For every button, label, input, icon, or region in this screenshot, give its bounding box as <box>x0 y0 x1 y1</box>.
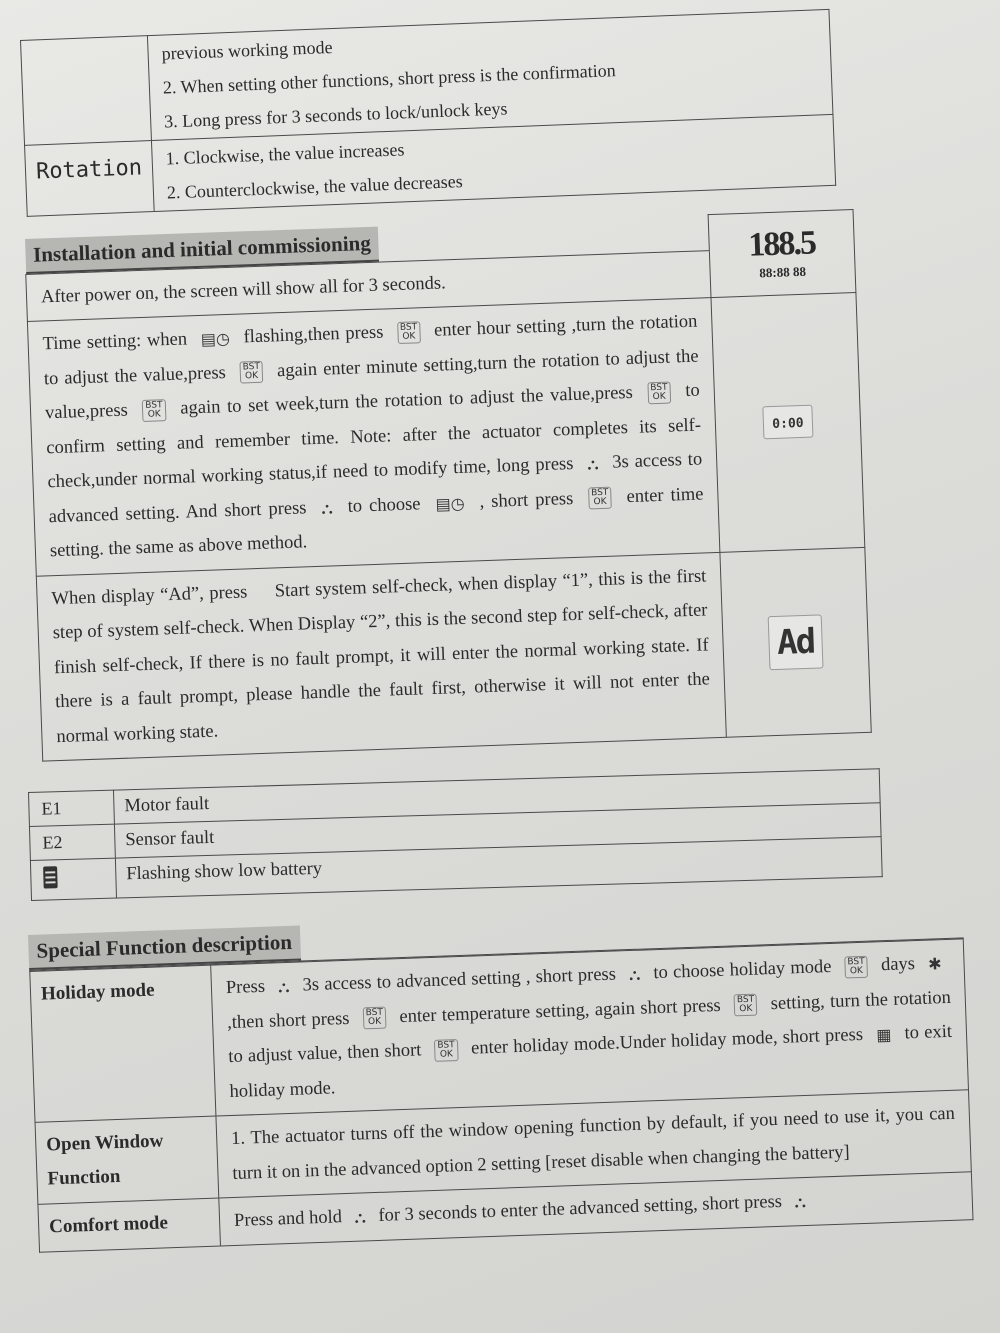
time-setting-text-2: flashing,then press <box>243 322 384 348</box>
boost-ok-icon: BST OK <box>142 399 166 422</box>
lcd-full-display <box>711 223 853 284</box>
lcd-ad-cell <box>720 547 871 737</box>
comfort-text-1: Press and hold <box>233 1207 343 1231</box>
holiday-text-7: setting, turn the rotation to adjust value, then short <box>228 987 952 1068</box>
special-title: Special Function description <box>28 926 301 970</box>
installation-section <box>24 209 872 762</box>
holiday-text-9: to exit holiday mode. <box>229 1021 953 1102</box>
mode-icon: ⛬ <box>354 1207 367 1228</box>
fault-description: Motor fault <box>113 769 880 824</box>
time-setting-text-3: enter hour setting ,turn the rotation to adjust the value,press <box>43 311 698 389</box>
fault-description: Flashing show low battery <box>115 837 882 898</box>
holiday-text-6: enter temperature setting, again short press <box>399 995 722 1027</box>
clock-icon: ▤◷ <box>200 329 231 350</box>
installation-title: Installation and initial commissioning <box>25 226 380 273</box>
grid-icon: ▦ <box>875 1025 892 1045</box>
clock-icon: ▤◷ <box>435 493 465 514</box>
boost-ok-icon: BST OK <box>647 381 671 404</box>
battery-code-cell <box>30 858 116 900</box>
lcd-ad-value: Ad <box>776 621 815 663</box>
fault-description: Sensor fault <box>114 803 881 858</box>
mode-icon: ⛬ <box>321 498 333 518</box>
lock-line: 3. Long press for 3 seconds to lock/unlock keys <box>163 98 508 132</box>
blank-label-cell <box>21 36 152 146</box>
confirm-line: 2. When setting other functions, short press is the confirmation <box>162 60 617 98</box>
boost-ok-icon: BST OK <box>844 955 868 978</box>
boost-ok-icon: BST OK <box>588 487 612 510</box>
holiday-text-1: Press <box>225 976 266 999</box>
time-setting-text-6: to confirm setting and remember time. <box>45 380 701 458</box>
person-icon: ✱ <box>927 954 942 974</box>
lcd-full-value: 188.5 <box>747 224 816 264</box>
fault-code: E1 <box>29 790 115 826</box>
boost-ok-icon: BST OK <box>362 1007 386 1030</box>
time-setting-text-5: again to set week,turn the rotation to adjust the value,press <box>180 382 634 419</box>
boost-ok-icon: BST OK <box>397 321 421 344</box>
open-window-text: 1. The actuator turns off the window opening function by default, if you need to use it, you can turn it on in the advanced option 2 setting [reset disable when changing the battery] <box>216 1090 971 1198</box>
mode-icon: ⛬ <box>277 977 290 997</box>
boost-ok-icon: BST OK <box>239 361 263 384</box>
key-function-table <box>20 9 836 217</box>
holiday-text-4: days <box>880 954 916 976</box>
mode-icon: ⛬ <box>794 1192 807 1212</box>
holiday-mode-cell <box>211 939 969 1116</box>
time-setting-note-3: to choose <box>347 493 421 517</box>
time-setting-note-5: enter time setting. the same as above method. <box>49 483 704 562</box>
mode-icon: ⛬ <box>628 964 641 985</box>
time-setting-note-4: , short press <box>479 488 574 512</box>
mode-icon: ⛬ <box>586 454 599 474</box>
lcd-ad-display <box>767 614 824 670</box>
battery-icon <box>43 866 58 888</box>
power-on-text: After power on, the screen will show all for 3 seconds. <box>26 250 711 321</box>
clockwise-line: 1. Clockwise, the value increases <box>165 139 405 169</box>
lcd-time-display <box>763 405 813 440</box>
lcd-full-cell <box>708 210 856 298</box>
time-setting-text-4: again enter minute setting,turn the rotation to adjust the value,press <box>44 346 699 424</box>
special-function-section <box>28 902 974 1252</box>
self-check-text: When display “Ad”, press Start system self-check, when display “1”, this is the first step of system self-check. When Display “2”, this is the second step for self-check, after finish self-check, If there is no fault prompt, it will enter the normal working state. If there is a fault prompt, please handle the fault first, otherwise it will not enter the normal working state. <box>51 565 711 747</box>
holiday-text-8: enter holiday mode.Under holiday mode, short press <box>470 1024 864 1059</box>
comfort-mode-label: Comfort mode <box>38 1198 221 1252</box>
holiday-text-5: ,then short press <box>226 1008 350 1033</box>
time-setting-note-2: 3s access to advanced setting. And short press <box>48 449 703 527</box>
time-setting-text-1: Time setting: when <box>42 329 188 355</box>
boost-ok-icon: BST OK <box>734 994 758 1017</box>
holiday-text-3: to choose holiday mode <box>653 956 832 984</box>
self-check-cell <box>36 552 726 761</box>
fault-table <box>28 768 883 901</box>
working-mode-line: previous working mode <box>161 37 333 64</box>
fault-code: E2 <box>29 824 115 860</box>
lcd-time-value: 0:00 <box>772 416 804 433</box>
time-setting-cell <box>27 298 719 576</box>
holiday-mode-label: Holiday mode <box>30 965 216 1122</box>
lcd-time-cell <box>711 293 865 552</box>
boost-ok-icon: BST OK <box>434 1039 458 1062</box>
comfort-text-2: for 3 seconds to enter the advanced setting, short press <box>378 1191 783 1226</box>
time-setting-note-1: Note: after the actuator completes its self-check,under normal working status,if need to modify time, long press <box>47 414 702 493</box>
lcd-full-sub: 88:88 88 <box>759 263 807 281</box>
holiday-text-2: 3s access to advanced setting , short press <box>302 964 617 996</box>
rotation-label: Rotation <box>25 141 155 217</box>
open-window-label: Open Window Function <box>35 1116 219 1204</box>
counterclockwise-line: 2. Counterclockwise, the value decreases <box>166 171 463 203</box>
